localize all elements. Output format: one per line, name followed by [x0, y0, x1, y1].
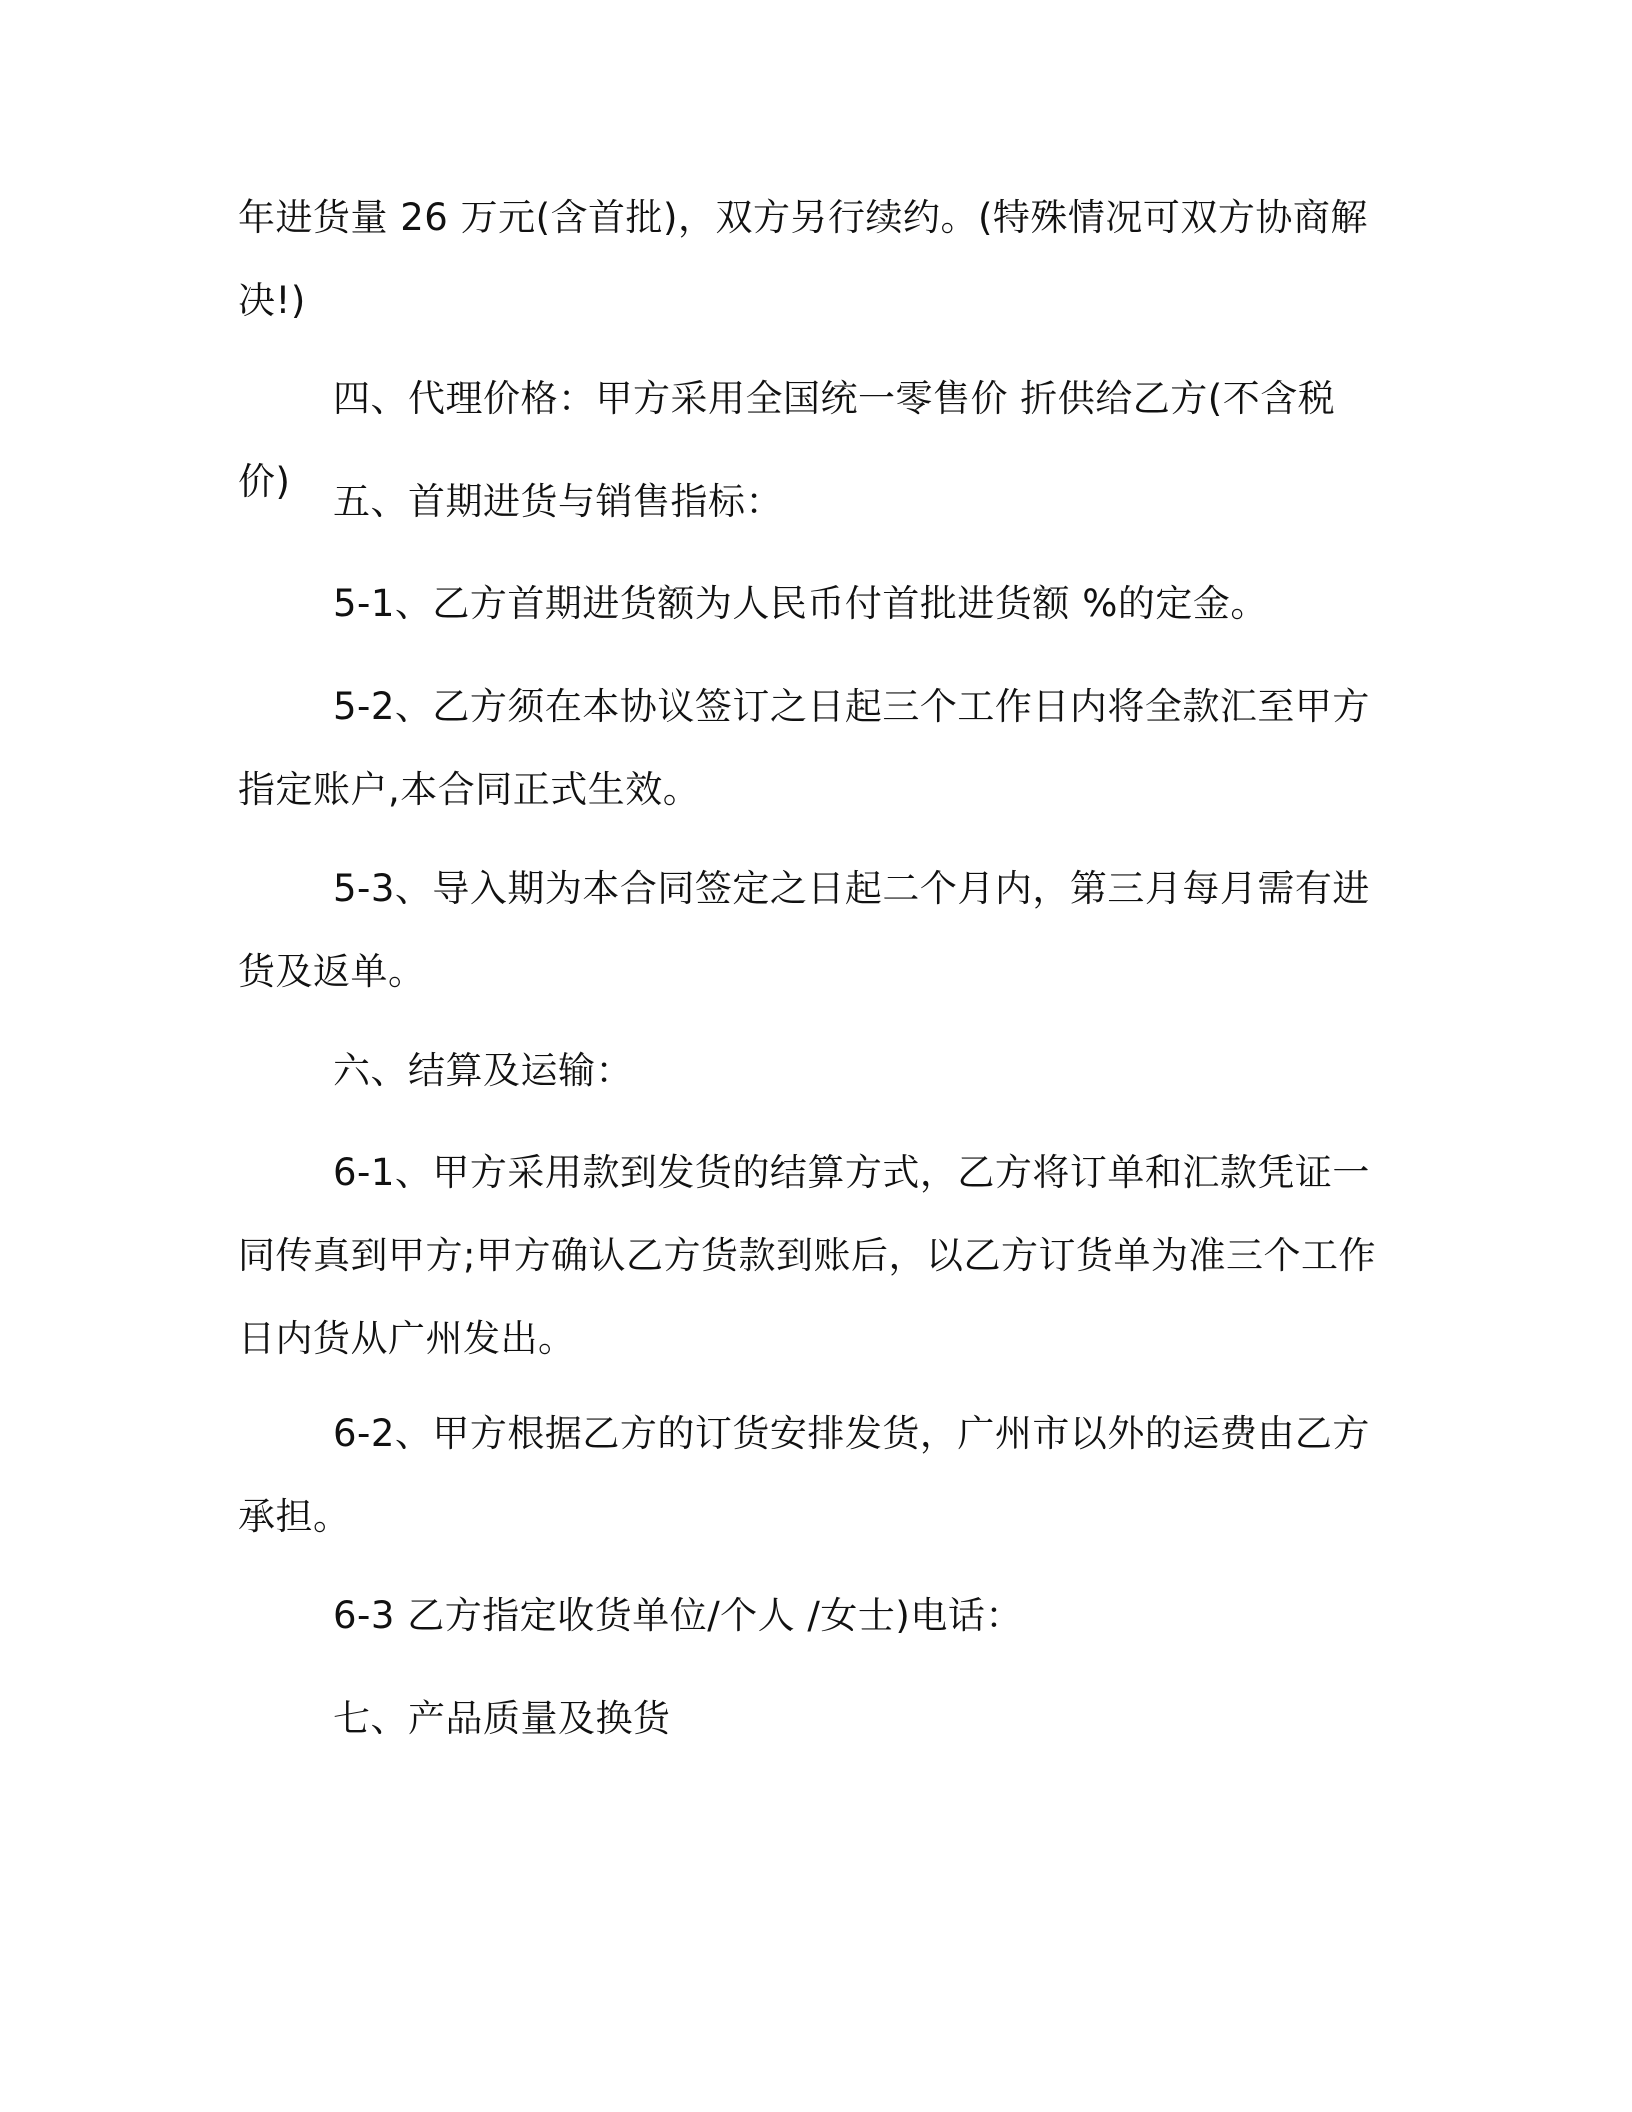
- text-line: 四、代理价格：甲方采用全国统一零售价 折供给乙方(不含税价): [238, 377, 1336, 503]
- text-line: 货及返单。: [238, 950, 426, 993]
- text-line: 5-1、乙方首期进货额为人民币付首批进货额 %的定金。: [333, 582, 1268, 625]
- text-line: 六、结算及运输：: [333, 1049, 633, 1092]
- clause-5-1: [238, 562, 1378, 645]
- clause-6-2: [238, 1392, 1378, 1558]
- text-line: 6-3 乙方指定收货单位/个人 /女士)电话：: [333, 1594, 1023, 1637]
- paragraph-annual-volume: [238, 176, 1378, 342]
- text-line: 年进货量 26 万元(含首批)，双方另行续约。(特殊情况可双方协商解: [238, 196, 1368, 239]
- text-line: 5-2、乙方须在本协议签订之日起三个工作日内将全款汇至甲方: [333, 685, 1370, 728]
- text-line: 七、产品质量及换货: [333, 1697, 671, 1740]
- section-heading-settlement: [238, 1029, 1378, 1112]
- text-line: 6-1、甲方采用款到发货的结算方式，乙方将订单和汇款凭证一: [333, 1151, 1370, 1194]
- text-line: 承担。: [238, 1495, 351, 1538]
- clause-6-1: [238, 1131, 1378, 1380]
- clause-6-3: [238, 1574, 1378, 1657]
- clause-5-3: [238, 847, 1378, 1013]
- text-line: 指定账户,本合同正式生效。: [238, 768, 701, 811]
- text-line: 五、首期进货与销售指标：: [333, 480, 783, 523]
- text-line: 日内货从广州发出。: [238, 1317, 576, 1360]
- text-line: 同传真到甲方;甲方确认乙方货款到账后，以乙方订货单为准三个工作: [238, 1234, 1376, 1277]
- text-line: 6-2、甲方根据乙方的订货安排发货，广州市以外的运费由乙方: [333, 1412, 1370, 1455]
- section-heading-quality: [238, 1677, 1378, 1760]
- section-heading-first-stock: [238, 460, 1378, 543]
- text-line: 决!): [238, 279, 306, 322]
- clause-5-2: [238, 665, 1378, 831]
- text-line: 5-3、导入期为本合同签定之日起二个月内，第三月每月需有进: [333, 867, 1370, 910]
